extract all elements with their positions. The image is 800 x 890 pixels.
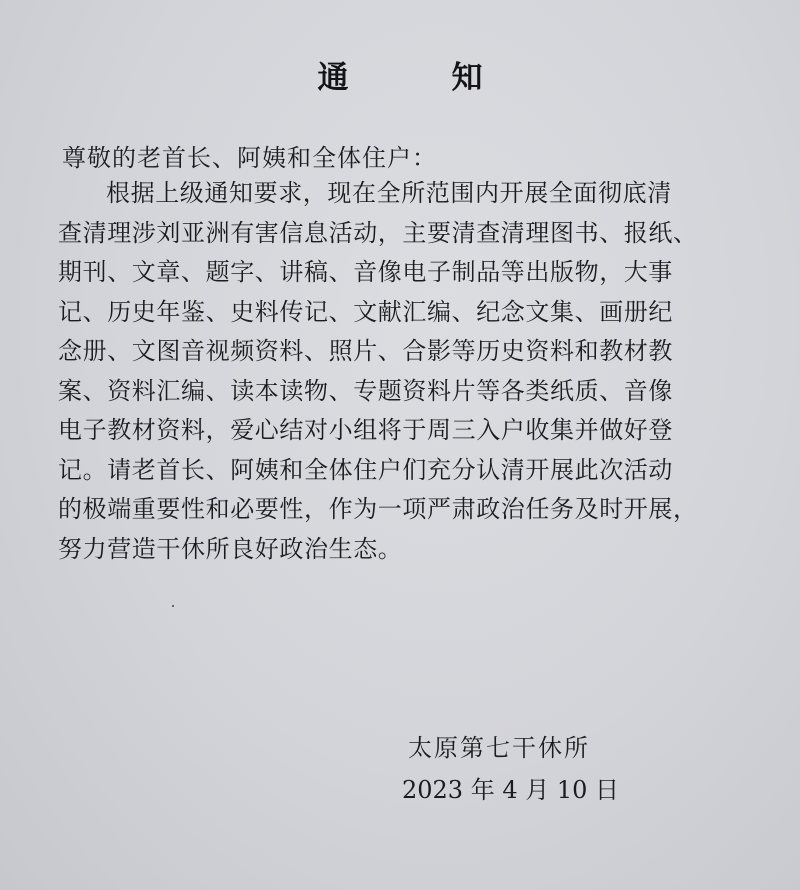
body-line: 电子教材资料，爱心结对小组将于周三入户收集并做好登 [58,416,673,444]
body-line: 查清理涉刘亚洲有害信息活动，主要清查清理图书、报纸、 [58,218,698,247]
body-line: 记、历史年鉴、史料传记、文献汇编、纪念文集、画册纪 [58,297,673,326]
signature-organization: 太原第七干休所 [408,734,590,762]
salutation: 尊敬的老首长、阿姨和全体住户： [62,144,437,172]
body-line: 案、资料汇编、读本读物、专题资料片等各类纸质、音像 [58,376,673,405]
body-line: 念册、文图音视频资料、照片、合影等历史资料和教材教 [58,337,673,365]
notice-title: 通 知 [317,60,519,96]
paper-speck [172,605,174,607]
body-line: 努力营造干休所良好政治生态。 [58,534,403,563]
body-line: 的极端重要性和必要性，作为一项严肃政治任务及时开展， [58,495,698,523]
body-line: 期刊、文章、题字、讲稿、音像电子制品等出版物，大事 [58,258,673,286]
body-line: 根据上级通知要求，现在全所范围内开展全面彻底清 [106,179,672,207]
signature-date: 2023 年 4 月 10 日 [402,776,620,804]
body-line: 记。请老首长、阿姨和全体住户们充分认清开展此次活动 [58,455,673,484]
notice-body [58,174,758,569]
